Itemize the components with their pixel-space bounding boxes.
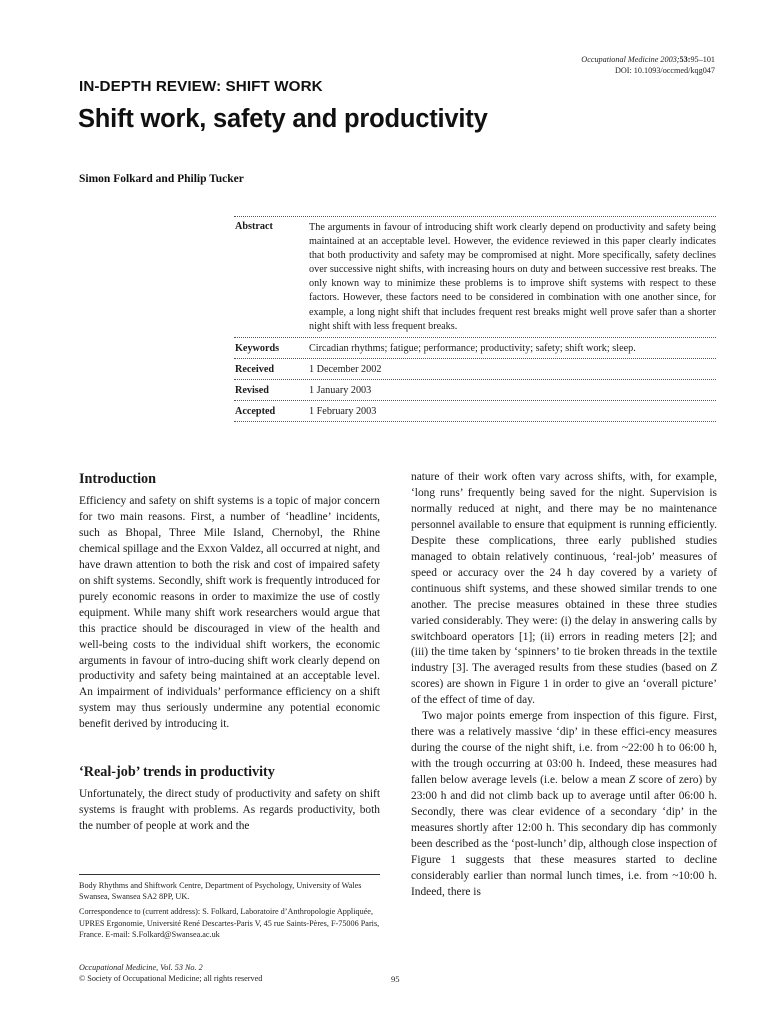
abstract-text: The arguments in favour of introducing shift work clearly depend on productivity and safety being maintained at an acceptable level. However, the evidence reviewed in this paper clearly indicates that both productivity and safety may be compromised at night. More specifically, safety declines over successive night shifts, with increasing hours on duty and between successive rest breaks. The only known way to minimize these problems is to improve shift systems with respect to these factors. However, these factors need to be considered in combination with one another since, for example, a long night shift that includes frequent rest breaks might well prove safer than a shorter night shift with less frequent breaks.	[309, 222, 716, 332]
z-symbol: Z	[628, 774, 636, 787]
page-footer	[79, 962, 439, 985]
footer-copyright: © Society of Occupational Medicine; all rights reserved	[79, 974, 263, 984]
abstract-row	[234, 217, 716, 338]
journal-name: Occupational Medicine	[581, 55, 659, 64]
keywords-row	[234, 338, 716, 359]
revised-date: 1 January 2003	[309, 384, 372, 396]
paragraph-text: scores) are shown in Figure 1 in order to give an ‘overall picture’ of the effect of time of day.	[411, 678, 717, 707]
journal-pages: 95–101	[690, 55, 715, 64]
introduction-heading: Introduction	[79, 471, 156, 487]
real-job-heading: ‘Real-job’ trends in productivity	[79, 764, 275, 781]
journal-year: 2003;	[658, 55, 680, 64]
introduction-paragraph: Efficiency and safety on shift systems is a topic of major concern for two main reasons. First, a number of ‘headline’ incidents, such as Bhopal, Three Mile Island, Chernobyl, the Rhine chemical spillage and the Exxon Valdez, all occurred at night, and have drawn attention to both the risk and cost of impaired safety on shift systems. Secondly, shift work is frequently introduced for purely economic reasons in order to maximize the use of costly equipment. While many shift work researchers would argue that this practice should be discouraged in view of the health and well-being costs to the individual shift workers, the economic arguments in favour of intro-ducing shift work clearly depend on productivity and safety being maintained at an acceptable level. An impairment of individuals’ performance efficiency on a shift system may thus seriously undermine any potential economic benefit derived by introducing it.	[79, 495, 380, 731]
journal-reference	[415, 54, 715, 76]
article-metadata	[234, 216, 716, 422]
received-row	[234, 359, 716, 380]
section-kicker: IN-DEPTH REVIEW: SHIFT WORK	[79, 78, 323, 95]
accepted-label: Accepted	[235, 405, 276, 417]
footnotes	[79, 880, 381, 944]
revised-row	[234, 380, 716, 401]
correspondence-note: Correspondence to (current address): S. Folkard, Laboratoire d’Anthropologie Appliquée, UPRES Ergonomie, Université René Descartes-Paris V, 45 rue Saints-Pères, F-75006 Paris, France. E-mail: S.Folkard@Swansea.ac.uk	[79, 907, 380, 939]
doi[interactable]: DOI: 10.1093/occmed/kqg047	[614, 66, 715, 75]
paragraph-text: score of zero) by 23:00 h and did not climb back up to average until after 06:00 h. Secondly, there was clear evidence of a secondary ‘dip’ in the measures shortly after 12:00 h. This secondary dip has commonly been described as the ‘post-lunch’ dip, although close inspection of Figure 1 suggests that these measures started to decline considerably earlier than normal lunch times, i.e. from ~10:00 h. Indeed, there is	[411, 774, 717, 898]
body-paragraph-continued	[411, 470, 717, 709]
z-symbol: Z	[710, 662, 717, 675]
accepted-row	[234, 401, 716, 422]
received-label: Received	[235, 363, 275, 375]
right-column	[411, 470, 717, 901]
accepted-date: 1 February 2003	[309, 405, 377, 417]
paper-title: Shift work, safety and productivity	[78, 105, 488, 133]
footer-journal: Occupational Medicine, Vol. 53 No. 2	[79, 963, 203, 972]
journal-citation	[415, 54, 715, 65]
keywords-label: Keywords	[235, 342, 280, 354]
paragraph-text: nature of their work often vary across shifts, with, for example, ‘long runs’ frequently being saved for the night. Supervision is normally reduced at night, and there may be no maintenance personnel available to ensure that equipment is running efficiently. Despite these complications, three early published studies managed to obtain relatively continuous, ‘real-job’ measures of speed or accuracy over the 24 h day covered by a variety of continuous shift systems, and these showed similar trends to one another. The precise measures obtained in these three studies varied considerably. They were: (i) the delay in answering calls by switchboard operators [1]; (ii) errors in reading meters [2]; and (iii) the time taken by ‘spinners’ to tie broken threads in the textile industry [3]. The averaged results from these studies (based on	[411, 471, 717, 675]
body-paragraph	[411, 709, 717, 900]
footnote-divider	[79, 874, 380, 875]
received-date: 1 December 2002	[309, 363, 382, 375]
paragraph-text: Two major points emerge from inspection of this figure. First, there was a relatively massive ‘dip’ in these effici-ency measures during the course of the night shift, i.e. from ~22:00 h to 06:00 h, with the trough occurring at 03:00 h. Indeed, these measures had fallen below average levels (i.e. below a mean	[411, 710, 717, 787]
keywords-value: Circadian rhythms; fatigue; performance; productivity; safety; shift work; sleep.	[309, 342, 636, 354]
real-job-paragraph: Unfortunately, the direct study of productivity and safety on shift systems is fraught with problems. As regards productivity, both the number of people at work and the	[79, 788, 380, 833]
journal-volume: 53:	[679, 55, 691, 64]
authors: Simon Folkard and Philip Tucker	[79, 173, 244, 185]
left-column	[79, 470, 380, 835]
affiliation-note: Body Rhythms and Shiftwork Centre, Department of Psychology, University of Wales Swansea, Swansea SA2 8PP, UK.	[79, 881, 362, 902]
abstract-label: Abstract	[235, 221, 273, 232]
page-number: 95	[391, 974, 400, 984]
revised-label: Revised	[235, 384, 269, 396]
